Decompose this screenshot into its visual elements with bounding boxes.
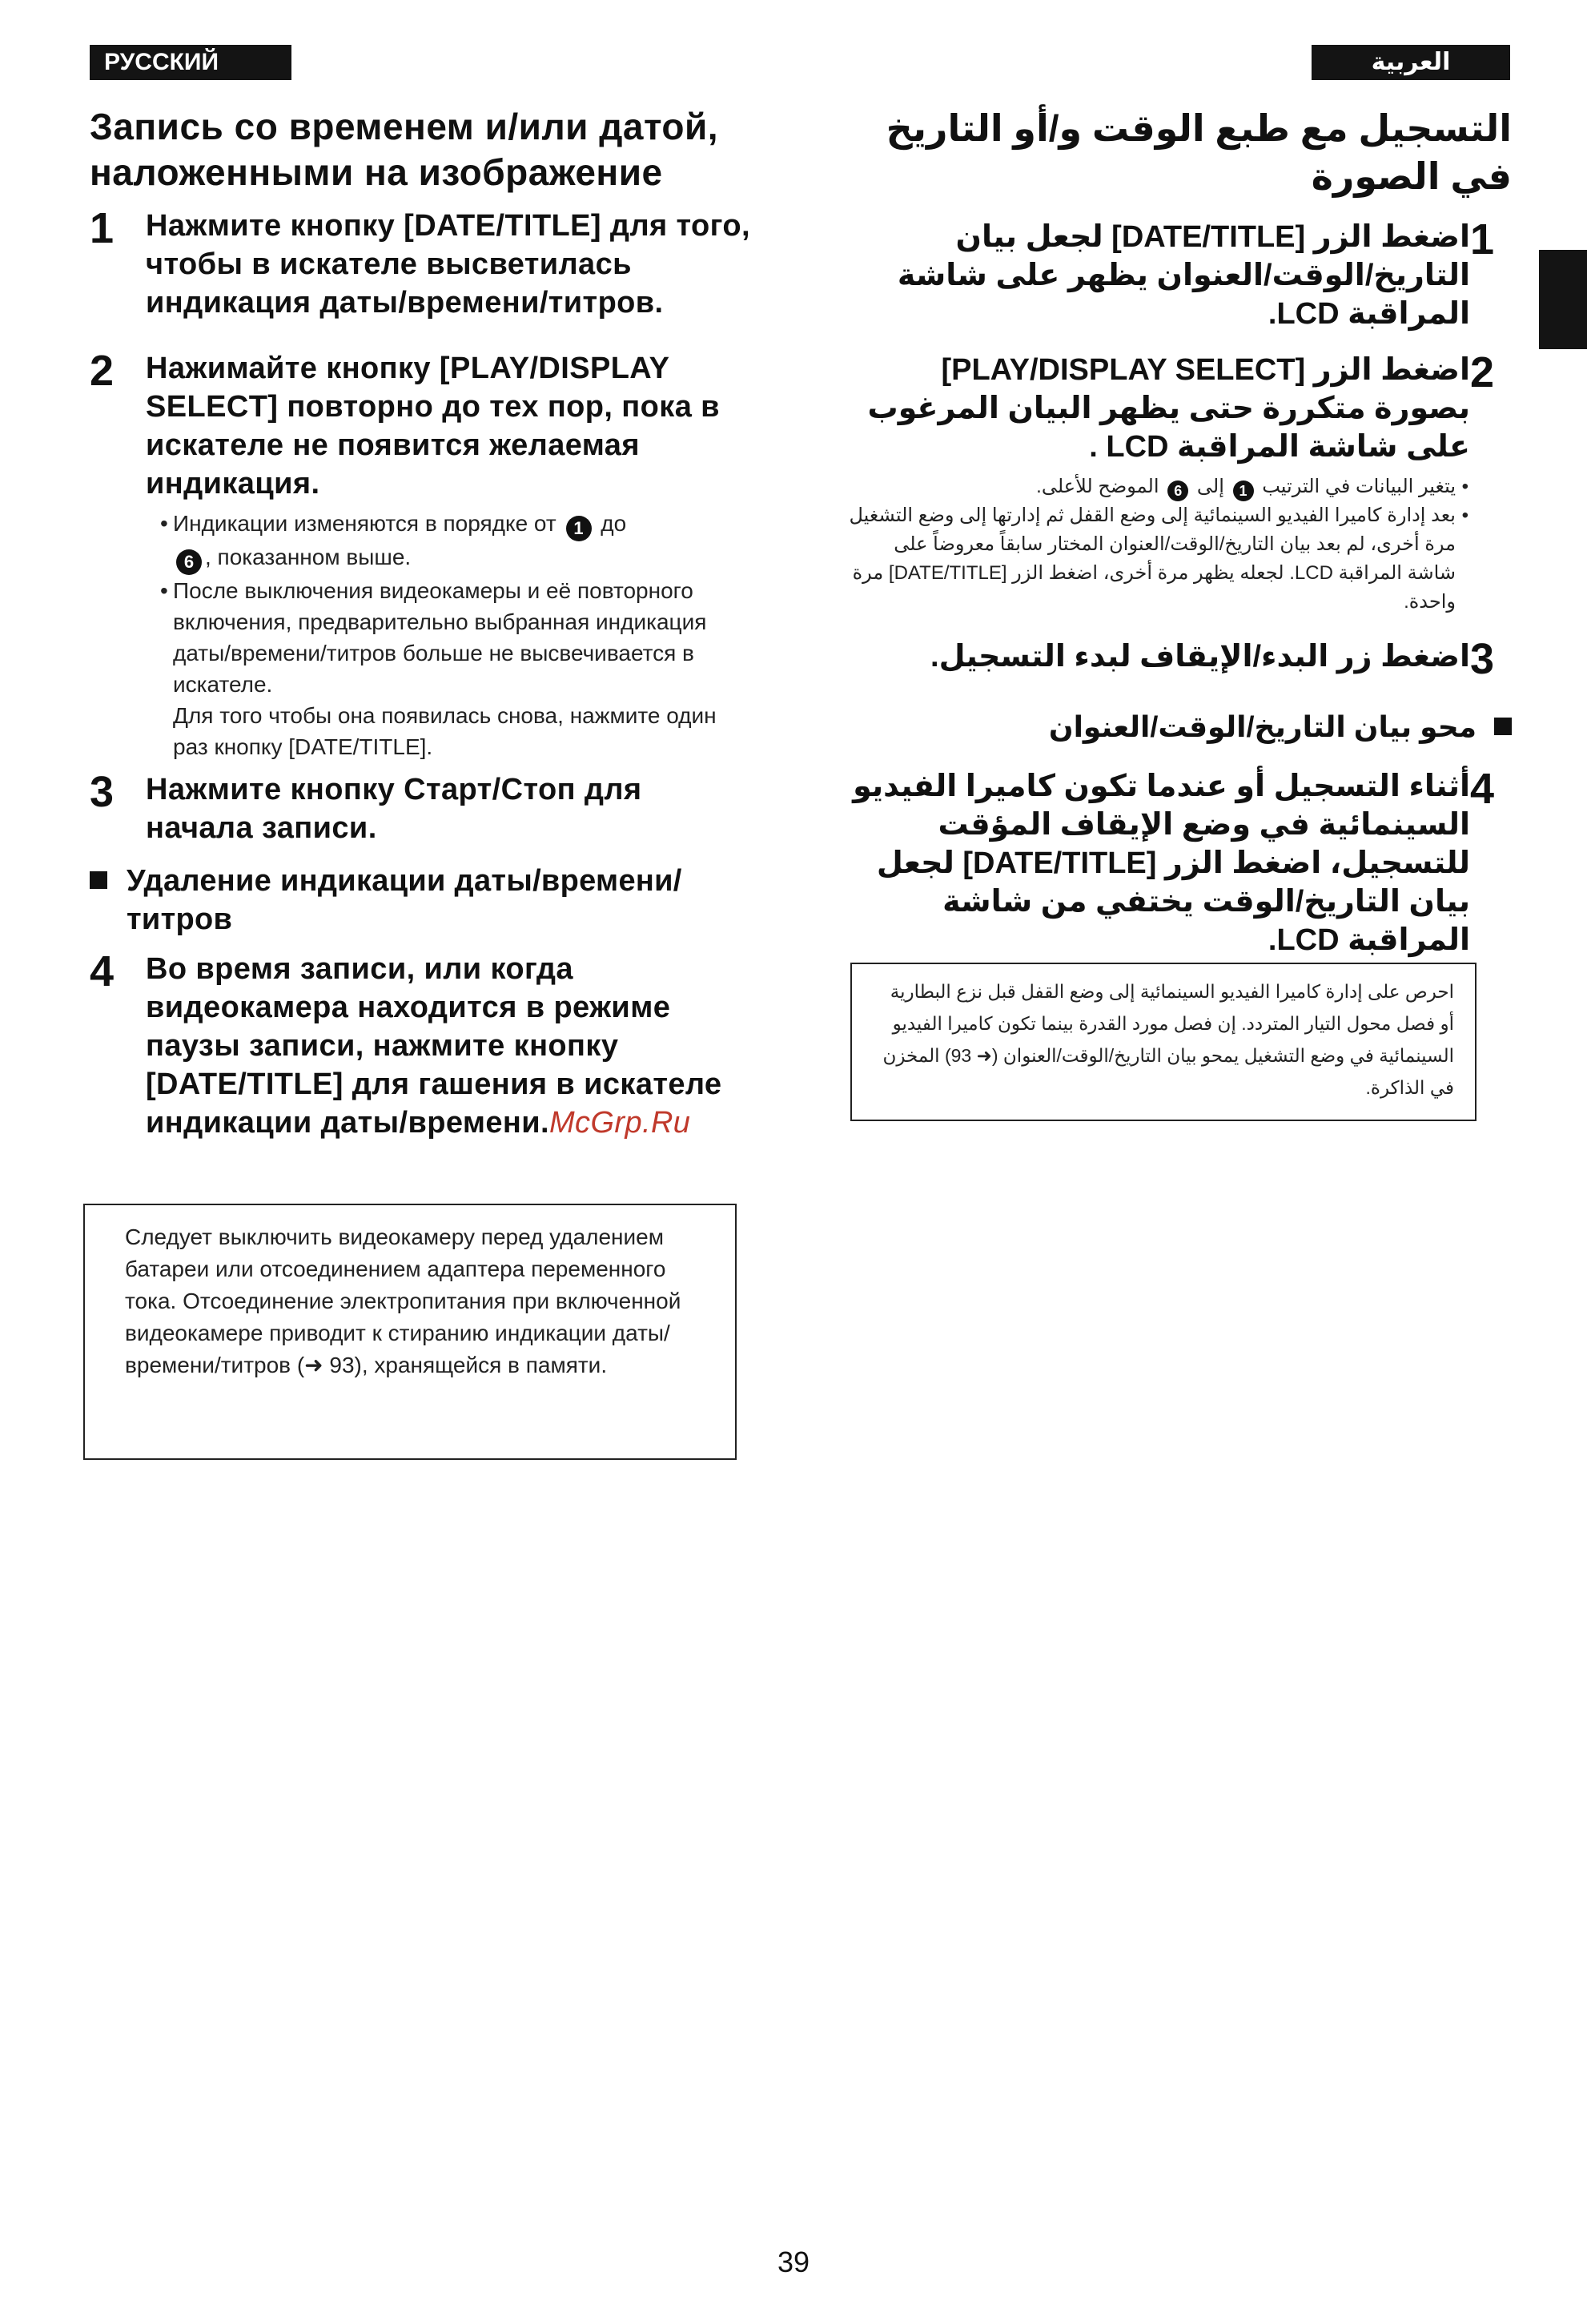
ru-note-1-text-a: Индикации изменяются в порядке от [173, 511, 556, 536]
ar-note-1-text-a: يتغير البيانات في الترتيب [1262, 476, 1456, 497]
ar-step-3-text: اضغط زر البدء/الإيقاف لبدء التسجيل. [930, 640, 1470, 673]
ru-step-1-text: Нажмите кнопку [DATE/TITLE] для того, чтобы в искателе высветилась индикация даты/времени/титров. [146, 209, 750, 320]
ar-step-4 [849, 767, 1512, 959]
ru-step-4-text [146, 950, 754, 1142]
circled-number-icon: 6 [176, 549, 202, 575]
ar-step-2-text: اضغط الزر [PLAY/DISPLAY SELECT] بصورة متكررة حتى يظهر البيان المرغوب على شاشة المراقبة LCD . [867, 353, 1470, 464]
ru-note-2: • После выключения видеокамеры и её повторного включения, предварительно выбранная индикация даты/времени/титров больше не высвечивается в искателе. [160, 575, 754, 700]
ar-step-3 [849, 637, 1512, 681]
square-bullet-icon [90, 871, 107, 889]
ar-step-1-text: اضغط الزر [DATE/TITLE] لجعل بيان التاريخ/الوقت/العنوان يظهر على شاشة المراقبة LCD. [897, 220, 1470, 331]
ar-step-2-number: 2 [1470, 348, 1495, 396]
ar-delete-heading [849, 708, 1512, 746]
ar-note-2-text: بعد إدارة كاميرا الفيديو السينمائية إلى وضع القفل ثم إدارتها إلى وضع التشغيل مرة أخرى، لم بعد بيان التاريخ/الوقت/العنوان المختار سابقاً معروضاً على شاشة المراقبة LCD. لجعله يظهر مرة أخرى، اضغط الزر [DATE/TITLE] مرة واحدة. [849, 505, 1456, 613]
ru-step-2-number: 2 [90, 347, 115, 395]
circled-number-icon: 1 [566, 516, 592, 541]
ru-step-4-number: 4 [90, 947, 115, 995]
ar-delete-heading-text: محو بيان التاريخ/الوقت/العنوان [1048, 710, 1477, 743]
ru-step-3-text: Нажмите кнопку Старт/Стоп для начала записи. [146, 773, 642, 845]
ru-note-1-text-b: до [601, 511, 627, 536]
ar-note-1-text-c: الموضح للأعلى. [1036, 476, 1159, 497]
ru-note-1: • Индикации изменяются в порядке от 1 до 6 , показанном выше. [160, 508, 754, 575]
ar-step-1 [849, 215, 1512, 333]
ru-delete-heading [90, 862, 754, 939]
square-bullet-icon [1494, 718, 1512, 735]
ar-step-1-number: 1 [1470, 215, 1495, 263]
side-thumb-marker [1539, 250, 1587, 349]
ru-note-1-text-c: , показанном выше. [205, 545, 412, 569]
russian-title: Запись со временем и/или датой, наложенными на изображение [90, 106, 719, 193]
arabic-column [849, 104, 1512, 959]
ru-step-4-body: Во время записи, или когда видеокамера находится в режиме паузы записи, нажмите кнопку [DATE/TITLE] для гашения в искателе индикации даты/времени. [146, 952, 722, 1140]
ar-caution-box: احرص على إدارة كاميرا الفيديو السينمائية إلى وضع القفل قبل نزع البطارية أو فصل محول التيار المتردد. إن فصل مورد القدرة بينما تكون كاميرا الفيديو السينمائية في وضع التشغيل يمحو بيان التاريخ/الوقت/العنوان (➜ 93) المخزن في الذاكرة. [850, 963, 1477, 1121]
ar-note-1-text-b: إلى [1196, 476, 1224, 497]
circled-number-icon: 6 [1167, 480, 1188, 501]
language-tab-arabic: العربية [1312, 45, 1510, 80]
ar-step-4-text: أثناء التسجيل أو عندما تكون كاميرا الفيديو السينمائية في وضع الإيقاف المؤقت للتسجيل، اضغط الزر [DATE/TITLE] لجعل بيان التاريخ/الوقت يختفي من شاشة المراقبة LCD. [853, 770, 1470, 957]
ru-step-3-number: 3 [90, 768, 115, 816]
ar-note-1: • يتغير البيانات في الترتيب 1 إلى 6 الموضح للأعلى. [849, 472, 1468, 501]
ru-step-1-number: 1 [90, 204, 115, 252]
ru-step-2 [90, 349, 754, 503]
ar-note-2: • بعد إدارة كاميرا الفيديو السينمائية إلى وضع القفل ثم إدارتها إلى وضع التشغيل مرة أخرى، لم بعد بيان التاريخ/الوقت/العنوان المختار سابقاً معروضاً على شاشة المراقبة LCD. لجعله يظهر مرة أخرى، اضغط الزر [DATE/TITLE] مرة واحدة. [849, 501, 1468, 617]
ru-delete-heading-text: Удаление индикации даты/времени/титров [127, 864, 682, 936]
ar-step-2 [849, 348, 1512, 466]
ru-step-4 [90, 947, 754, 1142]
ru-caution-box: Следует выключить видеокамеру перед удалением батареи или отсоединением адаптера переменного тока. Отсоединение электропитания при включенной видеокамере приводит к стиранию индикации даты/времени/титров (➜ 93), хранящейся в памяти. [83, 1204, 737, 1460]
ar-step-4-number: 4 [1470, 765, 1495, 813]
arabic-title: التسجيل مع طبع الوقت و/أو التاريخ في الصورة [886, 107, 1512, 197]
ru-note-3 [160, 700, 754, 762]
ru-step-2-notes [160, 508, 754, 762]
ru-note-2-text: После выключения видеокамеры и её повторного включения, предварительно выбранная индикация даты/времени/титров больше не высвечивается в искателе. [173, 578, 707, 697]
ar-step-3-number: 3 [1470, 635, 1495, 683]
ru-step-3 [90, 770, 754, 847]
page-number: 39 [777, 2246, 810, 2278]
watermark-text: McGrp.Ru [548, 1106, 691, 1140]
circled-number-icon: 1 [1233, 480, 1254, 501]
ar-step-2-notes [849, 472, 1512, 617]
russian-column [90, 104, 754, 1142]
ru-note-3-text: Для того чтобы она появилась снова, нажмите один раз кнопку [DATE/TITLE]. [173, 703, 717, 759]
ru-step-2-text: Нажимайте кнопку [PLAY/DISPLAY SELECT] повторно до тех пор, пока в искателе не появится желаемая индикация. [146, 352, 720, 501]
ru-step-1 [90, 204, 754, 322]
language-tab-russian: РУССКИЙ ЯЗЫК [90, 45, 291, 80]
